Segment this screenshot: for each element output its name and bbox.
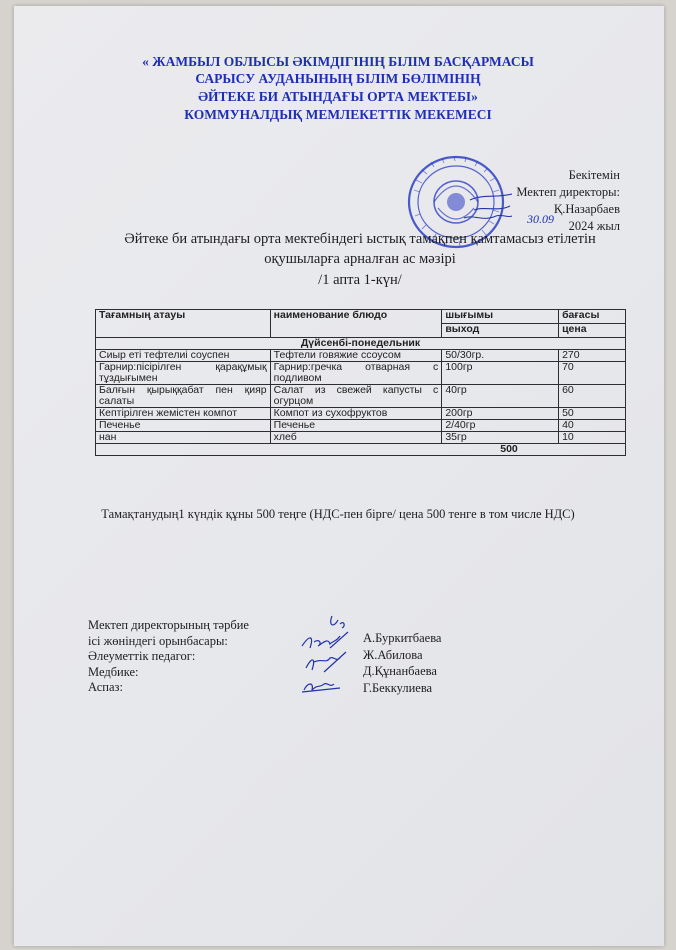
approval-date: 2024 жыл [568,219,620,233]
day-row [96,338,626,350]
director-position: Мектеп директоры: [516,185,620,199]
dish-price: 70 [559,362,626,385]
total-value: 500 [96,444,626,456]
header-line-3: ӘЙТЕКЕ БИ АТЫНДАҒЫ ОРТА МЕКТЕБІ» [198,89,478,104]
table-row [96,385,626,408]
document-page [14,6,664,946]
dish-output: 100гр [442,362,559,385]
names-list [363,630,442,696]
dish-price: 270 [559,350,626,362]
dish-kz: Кептірілген жемістен компот [96,408,271,420]
col-header-output-ru: выход [442,324,559,338]
col-header-price-kz: бағасы [559,310,626,324]
dish-ru: Компот из сухофруктов [270,408,442,420]
nurse-name: Д.Құнанбаева [363,664,437,678]
col-header-ru-name: наименование блюдо [270,310,442,338]
menu-title-line-1: Әйтеке би атындағы орта мектебіндегі ыстық тамақпен қамтамасыз етілетін [124,231,596,247]
menu-title-line-2: оқушыларға арналған ас мәзірі [264,251,456,267]
col-header-output-kz: шығымы [442,310,559,324]
dish-output: 40гр [442,385,559,408]
handwritten-date: 30.09 [527,212,554,226]
cook-name: Г.Беккулиева [363,680,433,695]
dish-output: 50/30гр. [442,350,559,362]
deputy-name: А.Буркитбаева [363,631,442,645]
table-row [96,432,626,444]
dish-ru: Салат из свежей капусты с огурцом [270,385,442,408]
dish-output: 35гр [442,432,559,444]
col-header-price-ru: цена [559,324,626,338]
table-row [96,362,626,385]
deputy-title-2: ісі жөніндегі орынбасары: [88,633,228,648]
approve-label: Бекітемін [568,168,620,182]
dish-kz: Печенье [96,420,271,432]
social-title: Әлеуметтік педагог: [88,649,196,663]
director-name: Қ.Назарбаев [553,202,620,216]
dish-output: 2/40гр [442,420,559,432]
staff-list [88,618,249,696]
table-row [96,350,626,362]
daily-cost-note: Тамақтанудың1 күндік құны 500 теңге (НДС-пен бірге/ цена 500 тенге в том числе НДС) [101,507,575,521]
total-row [96,444,626,456]
day-label: Дүйсенбі-понедельник [96,338,626,350]
dish-price: 50 [559,408,626,420]
header-line-2: САРЫСУ АУДАНЫНЫҢ БІЛІМ БӨЛІМІНІҢ [195,71,481,86]
nurse-title: Медбике: [88,664,139,679]
cook-title: Аспаз: [88,680,123,694]
deputy-title-1: Мектеп директорының тәрбие [88,618,249,632]
dish-price: 10 [559,432,626,444]
dish-kz: Сиыр еті тефтелиі соуспен [96,350,271,362]
dish-price: 40 [559,420,626,432]
menu-title-line-3: /1 апта 1-күн/ [318,272,402,288]
header-row [96,310,626,324]
header-line-4: КОММУНАЛДЫҚ МЕМЛЕКЕТТІК МЕКЕМЕСІ [184,107,492,122]
menu-table [95,309,626,456]
table-row [96,408,626,420]
header-line-1: « ЖАМБЫЛ ОБЛЫСЫ ӘКІМДІГІНІҢ БІЛІМ БАСҚАРМАСЫ [142,54,534,69]
dish-price: 60 [559,385,626,408]
dish-kz: Гарнир:пісірілген қарақұмық тұздығымен [96,362,271,385]
dish-output: 200гр [442,408,559,420]
dish-ru: хлеб [270,432,442,444]
social-name: Ж.Абилова [363,647,423,662]
dish-kz: нан [96,432,271,444]
col-header-kz-name: Тағамның атауы [96,310,271,338]
dish-ru: Гарнир:гречка отварная с подливом [270,362,442,385]
dish-ru: Печенье [270,420,442,432]
dish-ru: Тефтели говяжие ссоусом [270,350,442,362]
dish-kz: Балғын қырыққабат пен қияр салаты [96,385,271,408]
table-row [96,420,626,432]
